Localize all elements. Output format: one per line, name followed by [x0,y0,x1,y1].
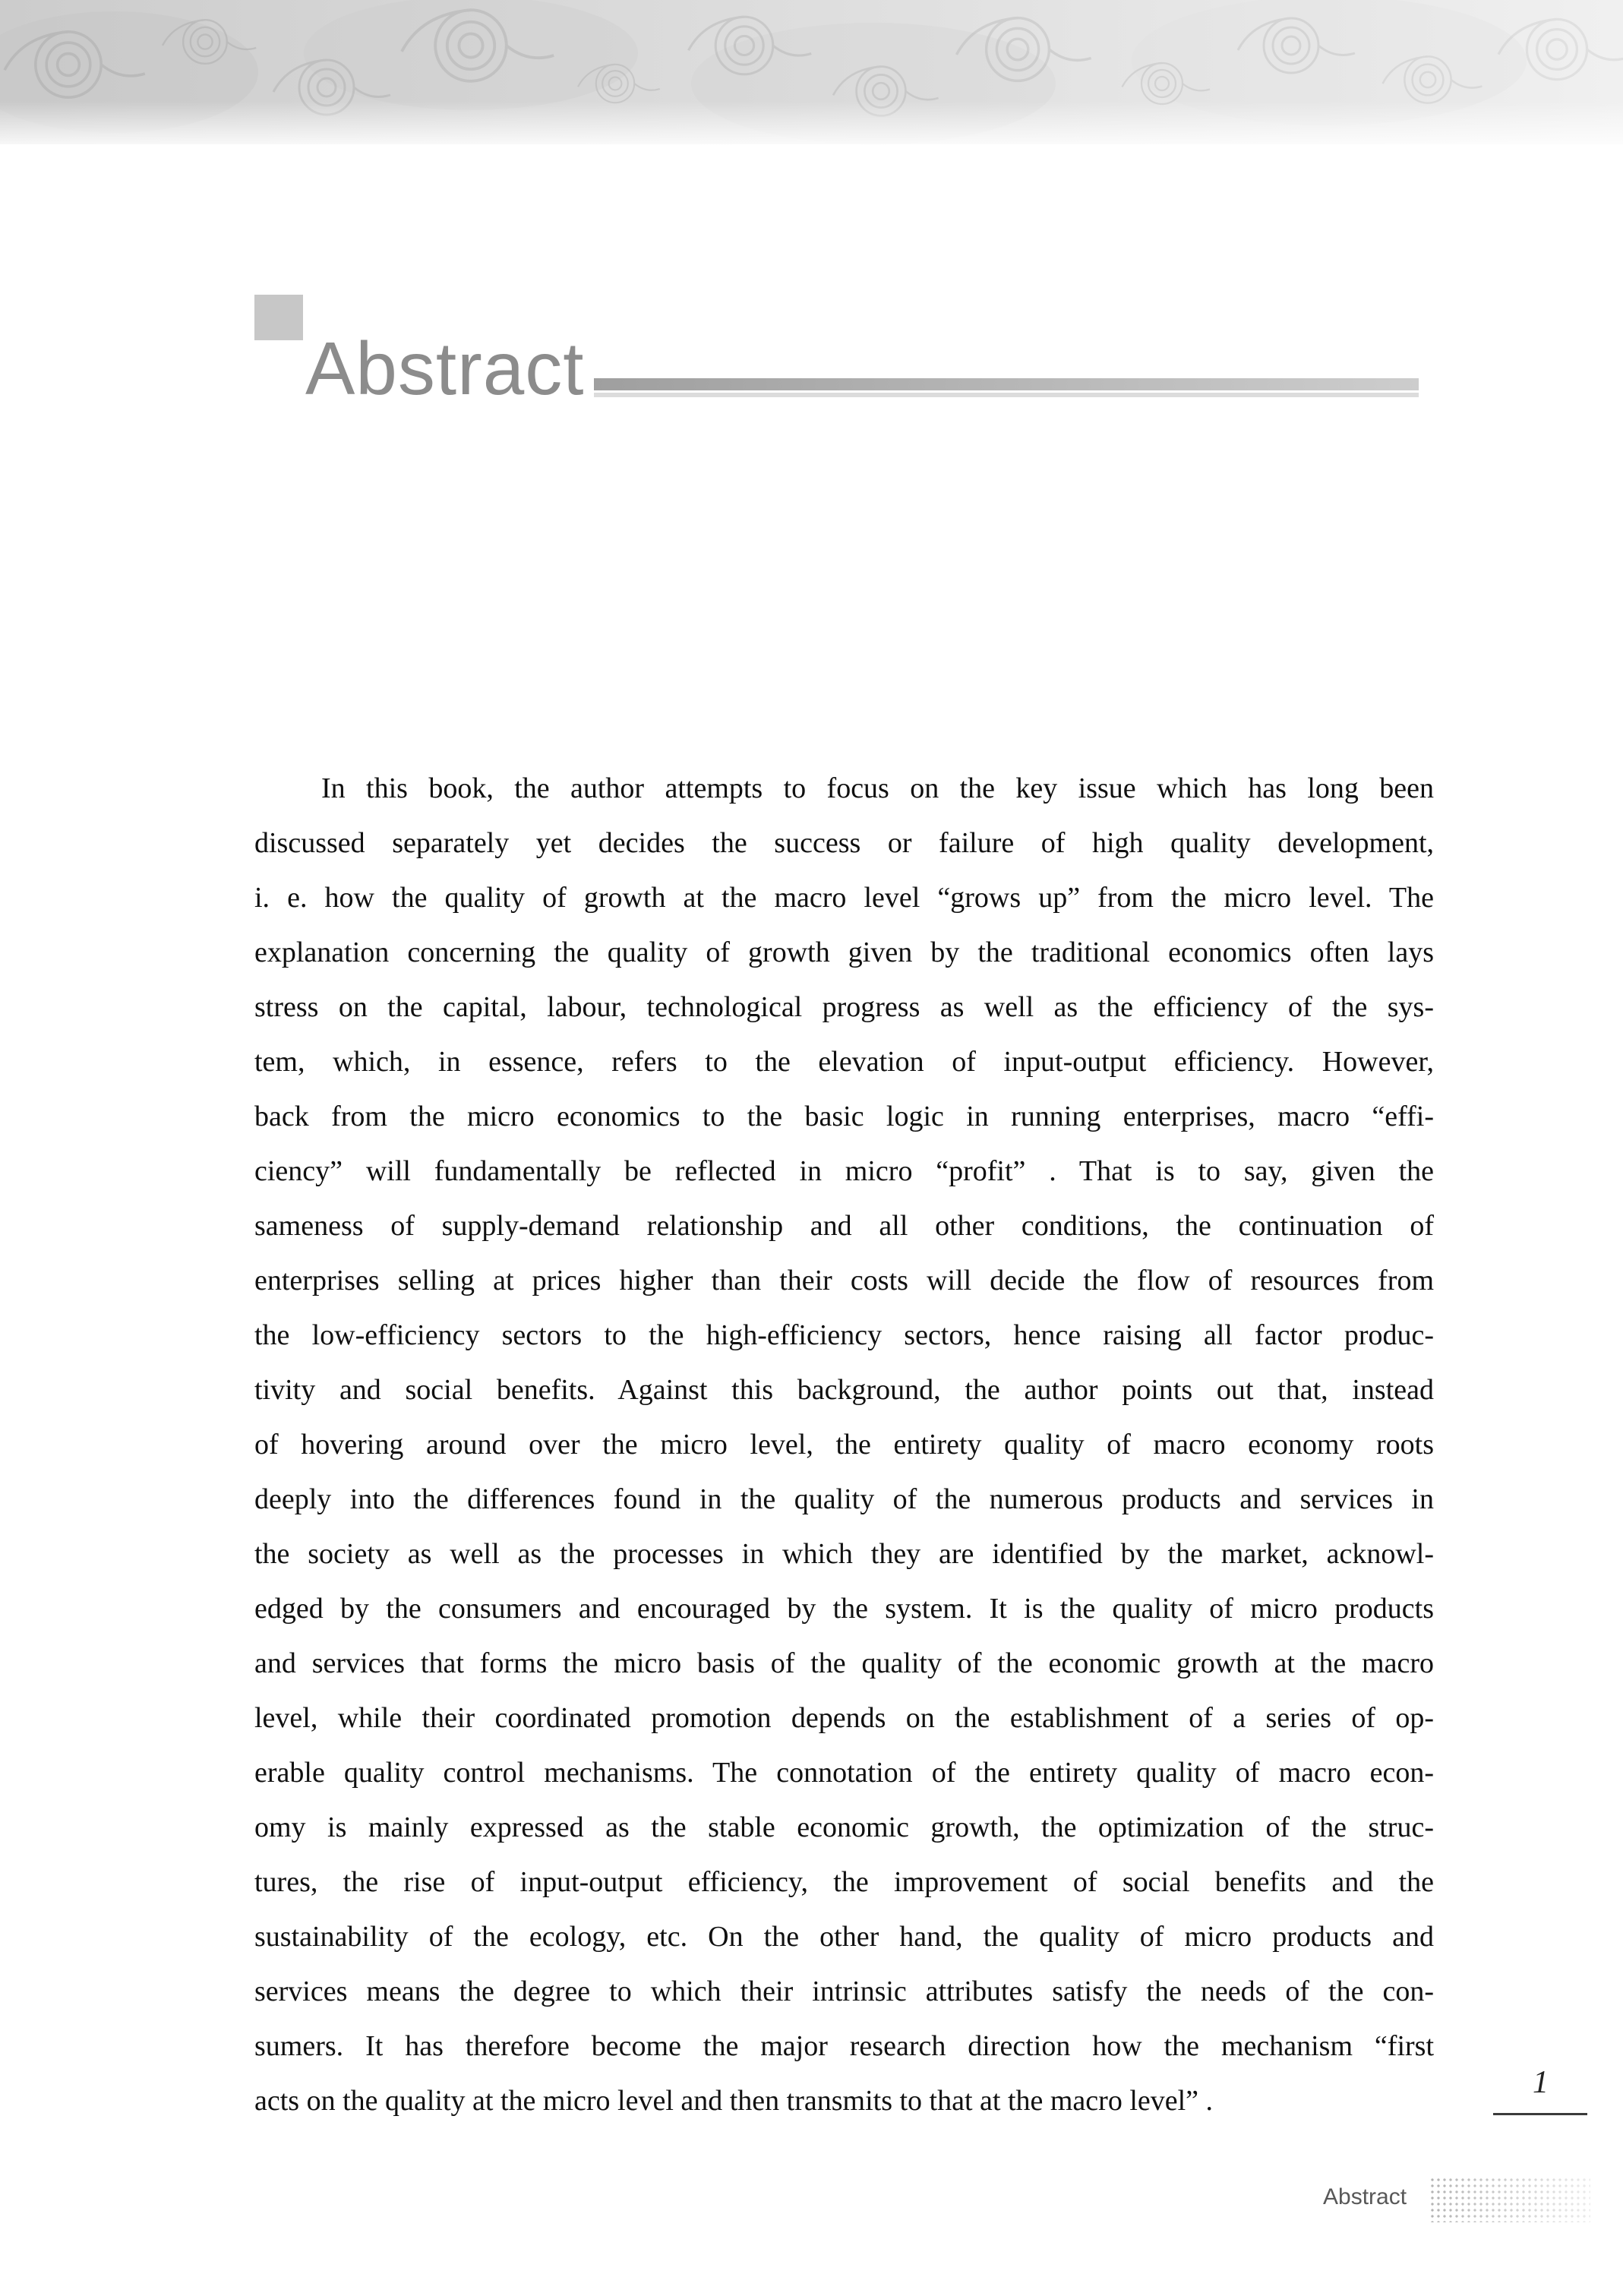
title-rule [594,378,1419,397]
abstract-line: sumers. It has therefore become the major research direction how the mechanism “first [254,2030,1434,2062]
abstract-line: the low-efficiency sectors to the high-efficiency sectors, hence raising all factor produc- [254,1319,1434,1351]
abstract-line: the society as well as the processes in which they are identified by the market, acknowl- [254,1538,1434,1570]
abstract-line: enterprises selling at prices higher than their costs will decide the flow of resources from [254,1265,1434,1296]
title-rule-bottom [594,393,1419,397]
page-number-rule [1493,2113,1587,2115]
abstract-line: erable quality control mechanisms. The connotation of the entirety quality of macro econ- [254,1757,1434,1789]
abstract-line: tivity and social benefits. Against this background, the author points out that, instead [254,1374,1434,1406]
footer-dot-grid-icon [1429,2177,1590,2222]
abstract-line: i. e. how the quality of growth at the macro level “grows up” from the micro level. The [254,882,1434,914]
abstract-line: edged by the consumers and encouraged by the system. It is the quality of micro products [254,1593,1434,1625]
footer-label: Abstract [1323,2184,1407,2209]
page-title: Abstract [305,327,585,410]
cloud-pattern-banner [0,0,1623,144]
abstract-line: level, while their coordinated promotion depends on the establishment of a series of op- [254,1702,1434,1734]
abstract-line: stress on the capital, labour, technological progress as well as the efficiency of the sys- [254,991,1434,1023]
title-accent-square [254,295,303,340]
abstract-line: sameness of supply-demand relationship and all other conditions, the continuation of [254,1210,1434,1242]
page-number: 1 [1533,2065,1549,2100]
abstract-line: sustainability of the ecology, etc. On the other hand, the quality of micro products and [254,1921,1434,1953]
abstract-line: acts on the quality at the micro level and then transmits to that at the macro level” . [254,2085,1214,2117]
abstract-line: back from the micro economics to the basic logic in running enterprises, macro “effi- [254,1101,1434,1132]
abstract-line: omy is mainly expressed as the stable economic growth, the optimization of the struc- [254,1811,1434,1843]
abstract-line: deeply into the differences found in the quality of the numerous products and services in [254,1483,1434,1515]
abstract-line: explanation concerning the quality of growth given by the traditional economics often lays [254,936,1434,968]
abstract-line: services means the degree to which their intrinsic attributes satisfy the needs of the con- [254,1975,1434,2007]
abstract-line: and services that forms the micro basis of the quality of the economic growth at the macro [254,1647,1434,1679]
abstract-paragraph [254,761,1434,2128]
abstract-line: In this book, the author attempts to focus on the key issue which has long been [321,772,1434,804]
abstract-line: ciency” will fundamentally be reflected in micro “profit” . That is to say, given the [254,1155,1434,1187]
abstract-line: tures, the rise of input-output efficiency, the improvement of social benefits and the [254,1866,1434,1898]
banner-bottom-fade [0,0,1623,144]
abstract-line: of hovering around over the micro level, the entirety quality of macro economy roots [254,1429,1434,1461]
abstract-line: discussed separately yet decides the success or failure of high quality development, [254,827,1434,859]
abstract-line: tem, which, in essence, refers to the elevation of input-output efficiency. However, [254,1046,1434,1078]
title-rule-top [594,378,1419,390]
